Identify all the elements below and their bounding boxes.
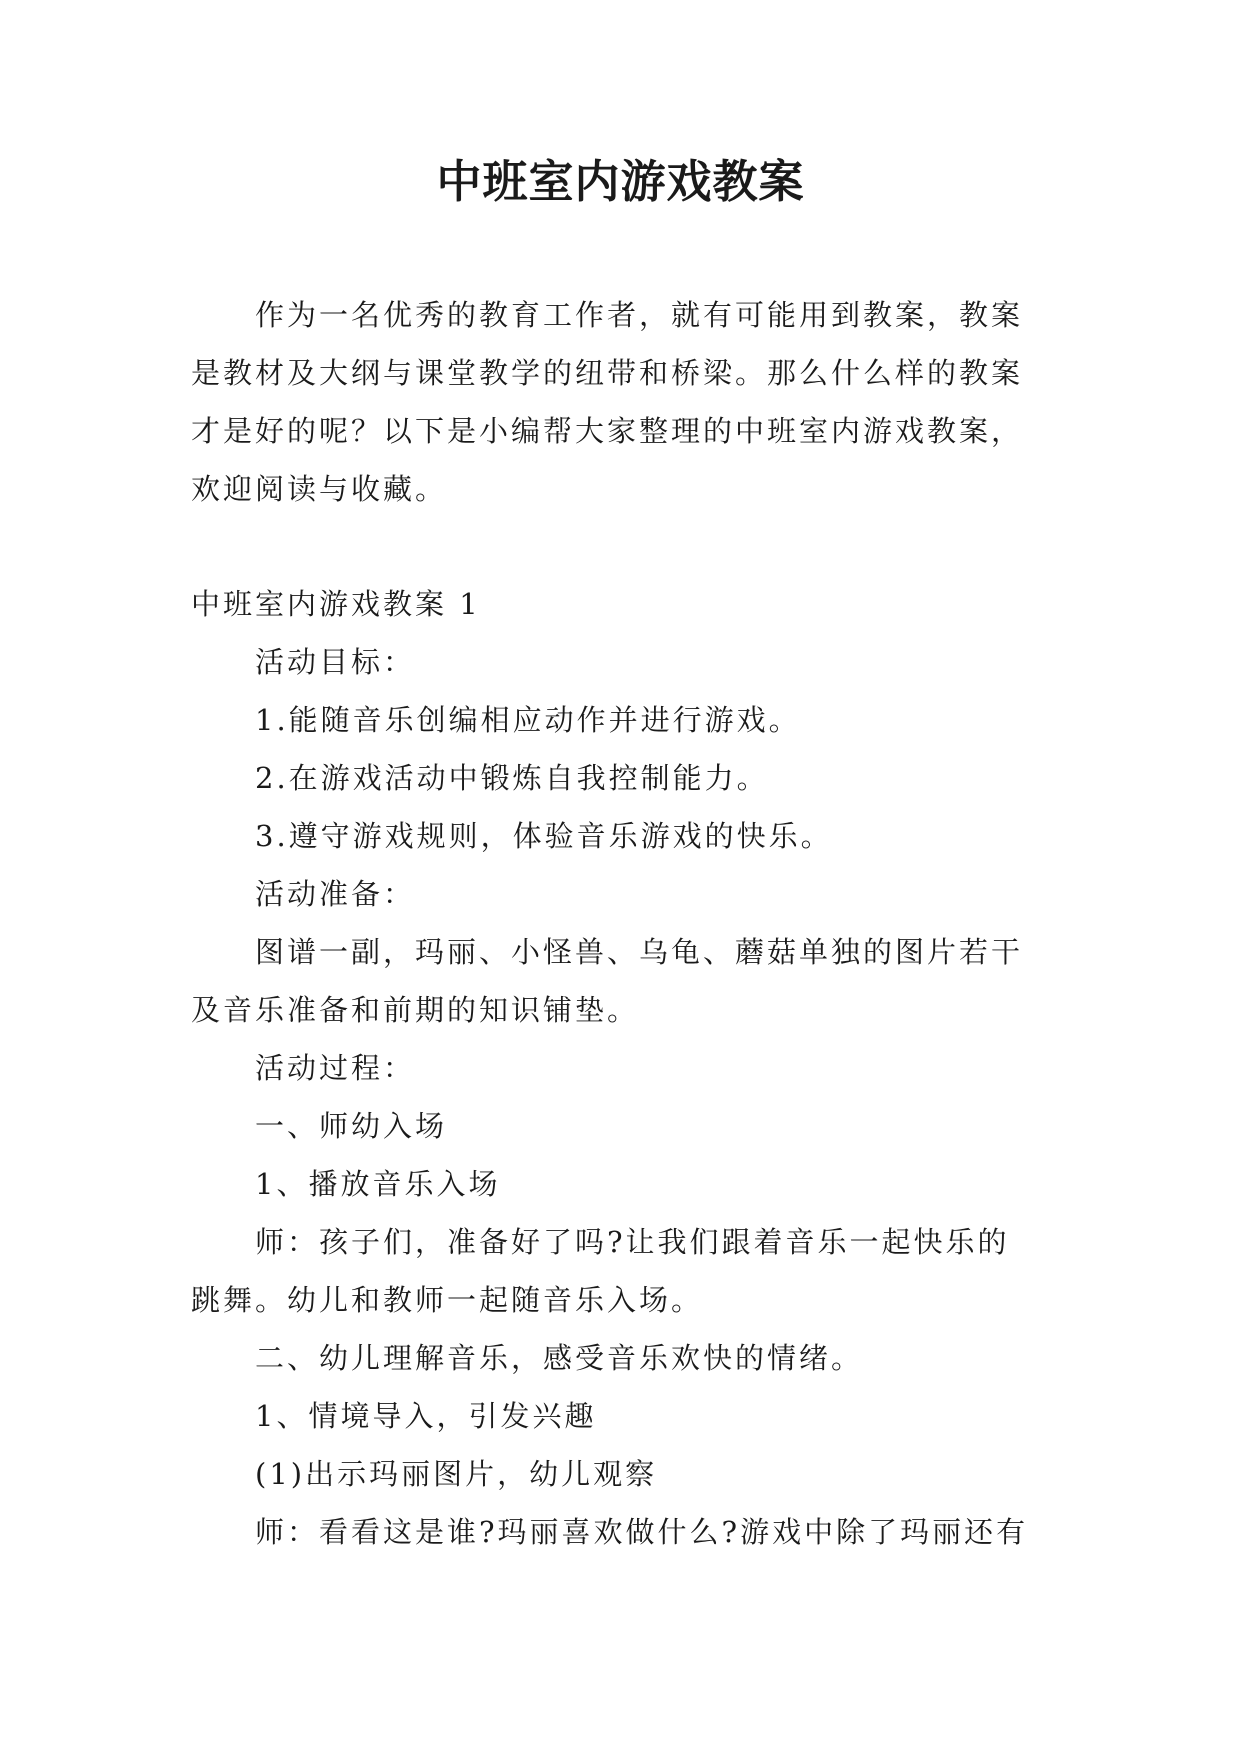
intro-line: 作为一名优秀的教育工作者，就有可能用到教案，教案	[255, 298, 1024, 332]
step-subtitle: 1、播放音乐入场	[255, 1167, 501, 1201]
intro-line: 才是好的呢？以下是小编帮大家整理的中班室内游戏教案，	[191, 414, 1024, 448]
lesson-plan-section-1	[191, 575, 1051, 1561]
step-text-line: 师：看看这是谁?玛丽喜欢做什么?游戏中除了玛丽还有	[255, 1515, 1029, 1549]
step-text-line: 跳舞。幼儿和教师一起随音乐入场。	[191, 1283, 704, 1317]
goal-item: 3.遵守游戏规则，体验音乐游戏的快乐。	[255, 819, 833, 853]
intro-line: 欢迎阅读与收藏。	[191, 472, 448, 506]
goal-item: 2.在游戏活动中锻炼自我控制能力。	[255, 761, 769, 795]
goal-label: 活动目标：	[255, 645, 416, 679]
step-title: 一、师幼入场	[255, 1109, 448, 1143]
intro-line: 是教材及大纲与课堂教学的纽带和桥梁。那么什么样的教案	[191, 356, 1024, 390]
step-item: (1)出示玛丽图片，幼儿观察	[255, 1457, 658, 1491]
document-title: 中班室内游戏教案	[436, 155, 805, 208]
step-text-line: 师：孩子们，准备好了吗?让我们跟着音乐一起快乐的	[255, 1225, 1010, 1259]
prep-label: 活动准备：	[255, 877, 416, 911]
goal-item: 1.能随音乐创编相应动作并进行游戏。	[255, 703, 801, 737]
prep-line: 图谱一副，玛丽、小怪兽、乌龟、蘑菇单独的图片若干	[255, 935, 1024, 969]
process-label: 活动过程：	[255, 1051, 416, 1085]
section-heading: 中班室内游戏教案 1	[191, 587, 481, 621]
step-title: 二、幼儿理解音乐，感受音乐欢快的情绪。	[255, 1341, 864, 1375]
step-subtitle: 1、情境导入，引发兴趣	[255, 1399, 597, 1433]
intro-paragraph	[191, 286, 1051, 518]
prep-line: 及音乐准备和前期的知识铺垫。	[191, 993, 640, 1027]
